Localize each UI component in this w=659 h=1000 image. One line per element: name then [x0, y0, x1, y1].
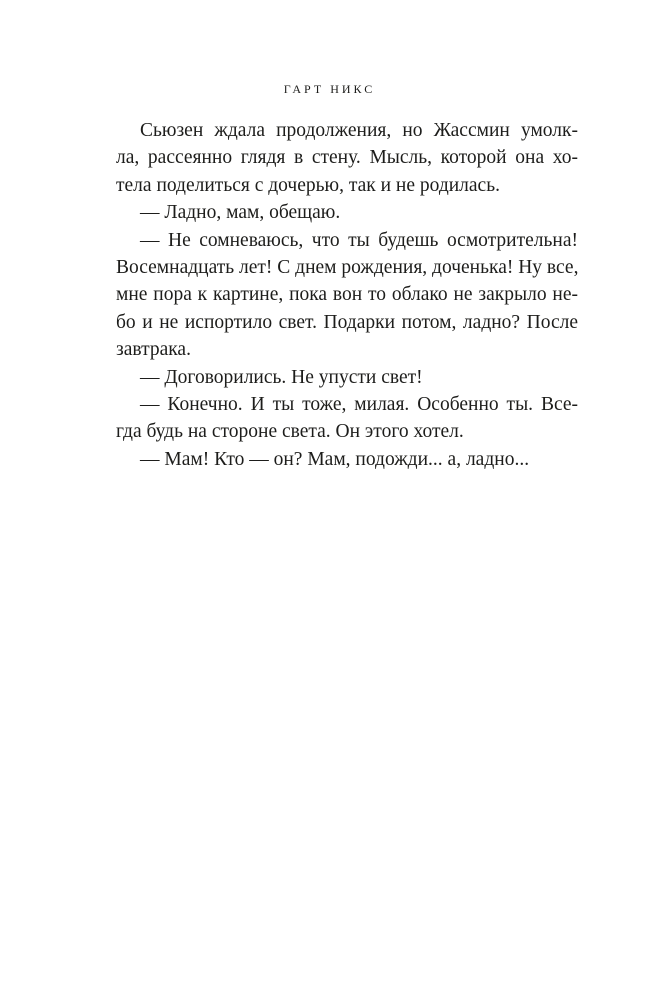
text-line: тела поделиться с дочерью, так и не родилась.	[116, 174, 500, 196]
text-line: ла, рассеянно глядя в стену. Мысль, которой она хо-	[116, 147, 578, 169]
text-line: мне пора к картине, пока вон то облако не закрыло не-	[116, 284, 578, 306]
text-line: — Договорились. Не упусти свет!	[140, 366, 423, 388]
text-line: бо и не испортило свет. Подарки потом, ладно? После	[116, 311, 578, 333]
text-line: Восемнадцать лет! С днем рождения, доченька! Ну все,	[116, 256, 579, 278]
text-line: завтрака.	[116, 339, 191, 361]
text-line: — Конечно. И ты тоже, милая. Особенно ты. Все-	[140, 393, 578, 415]
text-line: — Мам! Кто — он? Мам, подожди... а, ладно...	[140, 448, 530, 470]
text-line: Сьюзен ждала продолжения, но Жассмин умолк-	[140, 120, 578, 141]
body-text	[116, 117, 578, 473]
text-line: — Ладно, мам, обещаю.	[140, 202, 341, 224]
text-line: — Не сомневаюсь, что ты будешь осмотрительна!	[140, 229, 578, 251]
running-head: ГАРТ НИКС	[283, 82, 376, 96]
text-line: гда будь на стороне света. Он этого хотел.	[116, 421, 464, 443]
